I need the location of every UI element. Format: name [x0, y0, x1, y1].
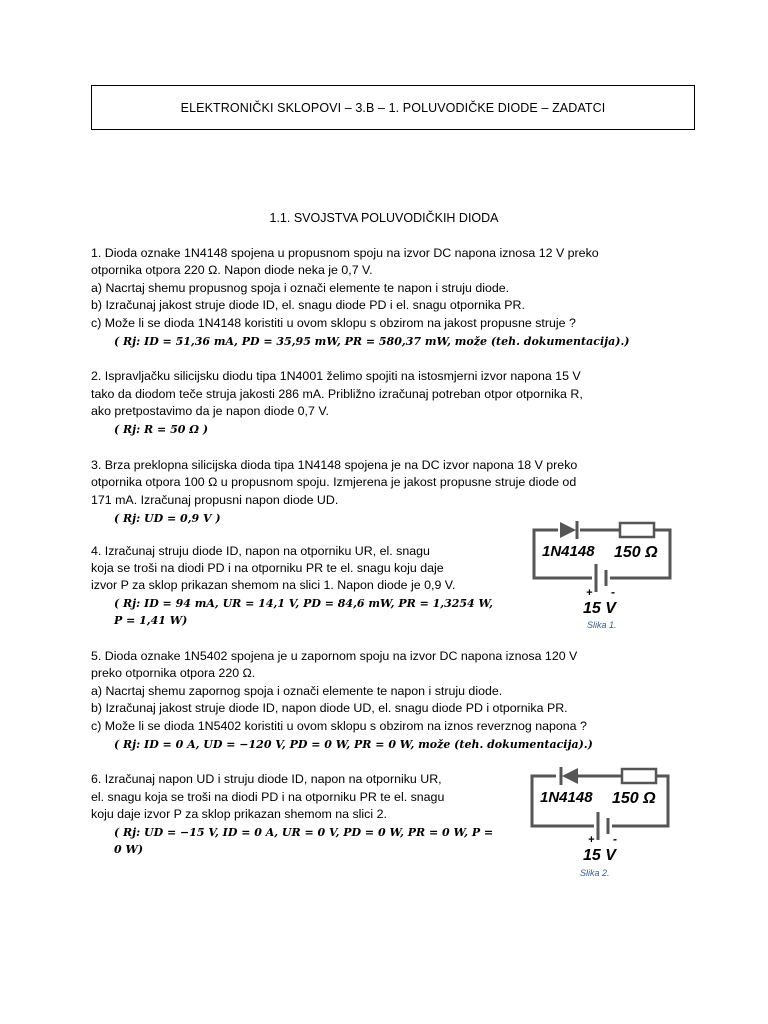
problem-3-answer: ( Rj: UD = 0,9 V )	[114, 512, 221, 525]
resistor-symbol	[622, 769, 656, 783]
problem-5-item-c: c) Može li se dioda 1N5402 koristiti u ovom sklopu s obzirom na iznos reverznog napona ?	[91, 719, 587, 733]
problem-4-answer-1: ( Rj: ID = 94 mA, UR = 14,1 V, PD = 84,6 mW, PR = 1,3254 W,	[114, 597, 494, 610]
problem-2-line-3: ako pretpostavimo da je napon diode 0,7 V.	[91, 404, 329, 418]
source-voltage-label: 15 V	[583, 600, 616, 617]
problem-5-item-b: b) Izračunaj jakost struje diode ID, napon diode UD, el. snagu diode PD i otpornika PR.	[91, 701, 568, 715]
resistor-label: 150 Ω	[614, 544, 658, 561]
problem-6-line-2: el. snagu koja se troši na diodi PD i na otporniku PR te el. snagu	[91, 790, 445, 804]
problem-1-line-2: otpornika otpora 220 Ω. Napon diode neka je 0,7 V.	[91, 263, 373, 277]
problem-6-line-1: 6. Izračunaj napon UD i struju diode ID, napon na otporniku UR,	[91, 772, 442, 786]
figure-2-caption: Slika 2.	[580, 868, 610, 878]
problem-1-item-c: c) Može li se dioda 1N4148 koristiti u ovom sklopu s obzirom na jakost propusne struje ?	[91, 316, 576, 330]
section-title: 1.1. SVOJSTVA POLUVODIČKIH DIODA	[269, 211, 499, 225]
problem-3-line-3: 171 mA. Izračunaj propusni napon diode UD.	[91, 493, 339, 507]
problem-5-item-a: a) Nacrtaj shemu zapornog spoja i označi elemente te napon i struju diode.	[91, 684, 503, 698]
problem-1-item-b: b) Izračunaj jakost struje diode ID, el. snagu diode PD i el. snagu otpornika PR.	[91, 298, 525, 312]
problem-4-line-2: koja se troši na diodi PD i na otporniku PR te el. snagu koju daje	[91, 561, 444, 575]
problem-3-line-1: 3. Brza preklopna silicijska dioda tipa 1N4148 spojena je na DC izvor napona 18 V preko	[91, 458, 578, 472]
problem-2-line-2: tako da diodom teče struja jakosti 286 mA. Približno izračunaj potreban otpor otpornika R,	[91, 387, 583, 401]
figure-1-caption: Slika 1.	[587, 620, 617, 630]
minus-sign: -	[613, 832, 617, 846]
problem-1-item-a: a) Nacrtaj shemu propusnog spoja i označi elemente te napon i struju diode.	[91, 281, 510, 295]
problem-6-line-3: koju daje izvor P za sklop prikazan shemom na slici 2.	[91, 807, 387, 821]
problem-5-answer: ( Rj: ID = 0 A, UD = −120 V, PD = 0 W, PR = 0 W, može (teh. dokumentacija).)	[114, 738, 593, 751]
plus-sign: +	[588, 834, 595, 846]
document-header	[91, 85, 695, 130]
problem-4-line-3: izvor P za sklop prikazan shemom na slici 1. Napon diode je 0,9 V.	[91, 578, 456, 592]
figure-1-circuit	[528, 518, 678, 618]
problem-2-answer: ( Rj: R = 50 Ω )	[114, 423, 209, 436]
plus-sign: +	[586, 587, 593, 599]
problem-2-line-1: 2. Ispravljačku silicijsku diodu tipa 1N4001 želimo spojiti na istosmjerni izvor napona 15 V	[91, 369, 581, 383]
diode-label: 1N4148	[540, 789, 593, 806]
problem-1-answer: ( Rj: ID = 51,36 mA, PD = 35,95 mW, PR = 580,37 mW, može (teh. dokumentacija).)	[114, 335, 630, 348]
resistor-symbol	[620, 523, 654, 537]
minus-sign: -	[611, 585, 615, 599]
problem-1-line-1: 1. Dioda oznake 1N4148 spojena u propusnom spoju na izvor DC napona iznosa 12 V preko	[91, 246, 599, 260]
problem-6-answer-2: 0 W)	[114, 843, 144, 856]
problem-5-line-2: preko otpornika otpora 220 Ω.	[91, 666, 256, 680]
figure-2-circuit	[526, 764, 676, 864]
resistor-label: 150 Ω	[612, 790, 656, 807]
header-title: ELEKTRONIČKI SKLOPOVI – 3.B – 1. POLUVODIČKE DIODE – ZADATCI	[180, 100, 606, 115]
problem-4-line-1: 4. Izračunaj struju diode ID, napon na otporniku UR, el. snagu	[91, 544, 430, 558]
problem-5-line-1: 5. Dioda oznake 1N5402 spojena je u zapornom spoju na izvor DC napona iznosa 120 V	[91, 649, 578, 663]
problem-3-line-2: otpornika otpora 100 Ω u propusnom spoju. Izmjerena je jakost propusne struje diode od	[91, 475, 577, 489]
diode-label: 1N4148	[542, 543, 595, 560]
problem-6-answer-1: ( Rj: UD = −15 V, ID = 0 A, UR = 0 V, PD = 0 W, PR = 0 W, P =	[114, 826, 494, 839]
problem-4-answer-2: P = 1,41 W)	[114, 614, 188, 627]
source-voltage-label: 15 V	[583, 847, 616, 864]
